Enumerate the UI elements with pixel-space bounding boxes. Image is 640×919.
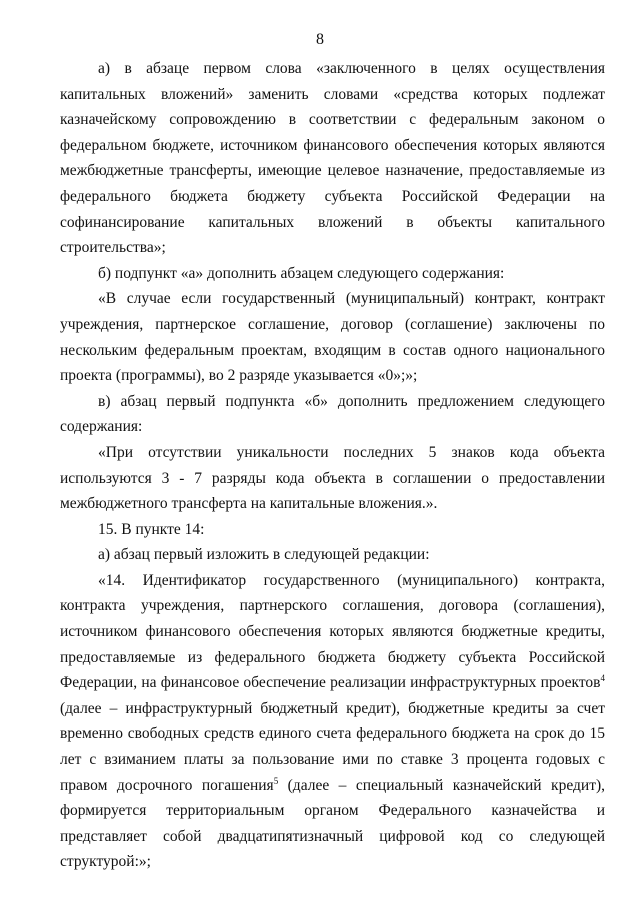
paragraph-identifier-definition [60, 568, 605, 875]
identifier-text-part1: «14. Идентификатор государственного (муниципального) контракта, контракта учреждения, партнерского соглашения, договора (соглашения), источником финансового обеспечения которых являются бюджетные кредиты, предоставляемые из федерального бюджета бюджету субъекта Российской Федерации, на финансовое обеспечение реализации инфраструктурных проектов [60, 571, 605, 692]
paragraph-a-new-wording: а) абзац первый изложить в следующей редакции: [98, 546, 430, 564]
paragraph-quote-object-code: «При отсутствии уникальности последних 5 знаков кода объекта используются 3 - 7 разряды кода объекта в соглашении о предоставлении межбюджетного трансферта на капитальные вложения.». [60, 443, 605, 513]
paragraph-quote-national-project: «В случае если государственный (муниципальный) контракт, контракт учреждения, партнерское соглашение, договор (соглашение) заключены по нескольким федеральным проектам, входящим в состав одного национального проекта (программы), во 2 разряде указывается «0»;»; [60, 290, 605, 385]
page-number: 8 [316, 31, 324, 48]
document-body [60, 56, 605, 875]
identifier-text-part2: (далее – инфраструктурный бюджетный кредит), бюджетные кредиты за счет временно свободных средств единого счета федерального бюджета на срок до 15 лет с взиманием платы за пользование ими по ставке 3 процента годовых с правом досрочного погашения [60, 699, 605, 794]
paragraph-b-podpunkt-a: б) подпункт «а» дополнить абзацем следующего содержания: [98, 264, 505, 282]
paragraph-a-first-abzac: а) в абзаце первом слова «заключенного в целях осуществления капитальных вложений» заменить словами «средства которых подлежат казначейскому сопровождению в соответствии с федеральным законом о федеральном бюджете, источником финансового обеспечения которых являются межбюджетные трансферты, имеющие целевое назначение, предоставляемые из федерального бюджета бюджету субъекта Российской Федерации на софинансирование капитальных вложений в объекты капитального строительства»; [60, 60, 605, 257]
paragraph-point-15: 15. В пункте 14: [98, 520, 205, 538]
identifier-text-part3: (далее – специальный казначейский кредит), формируется территориальным органом Федерального казначейства и представляет собой двадцатипятизначный цифровой код со следующей структурой:»; [60, 776, 605, 871]
footnote-ref-4: 4 [600, 673, 605, 684]
paragraph-v-podpunkt-b: в) абзац первый подпункта «б» дополнить предложением следующего содержания: [60, 392, 605, 436]
footnote-ref-5: 5 [273, 775, 279, 786]
